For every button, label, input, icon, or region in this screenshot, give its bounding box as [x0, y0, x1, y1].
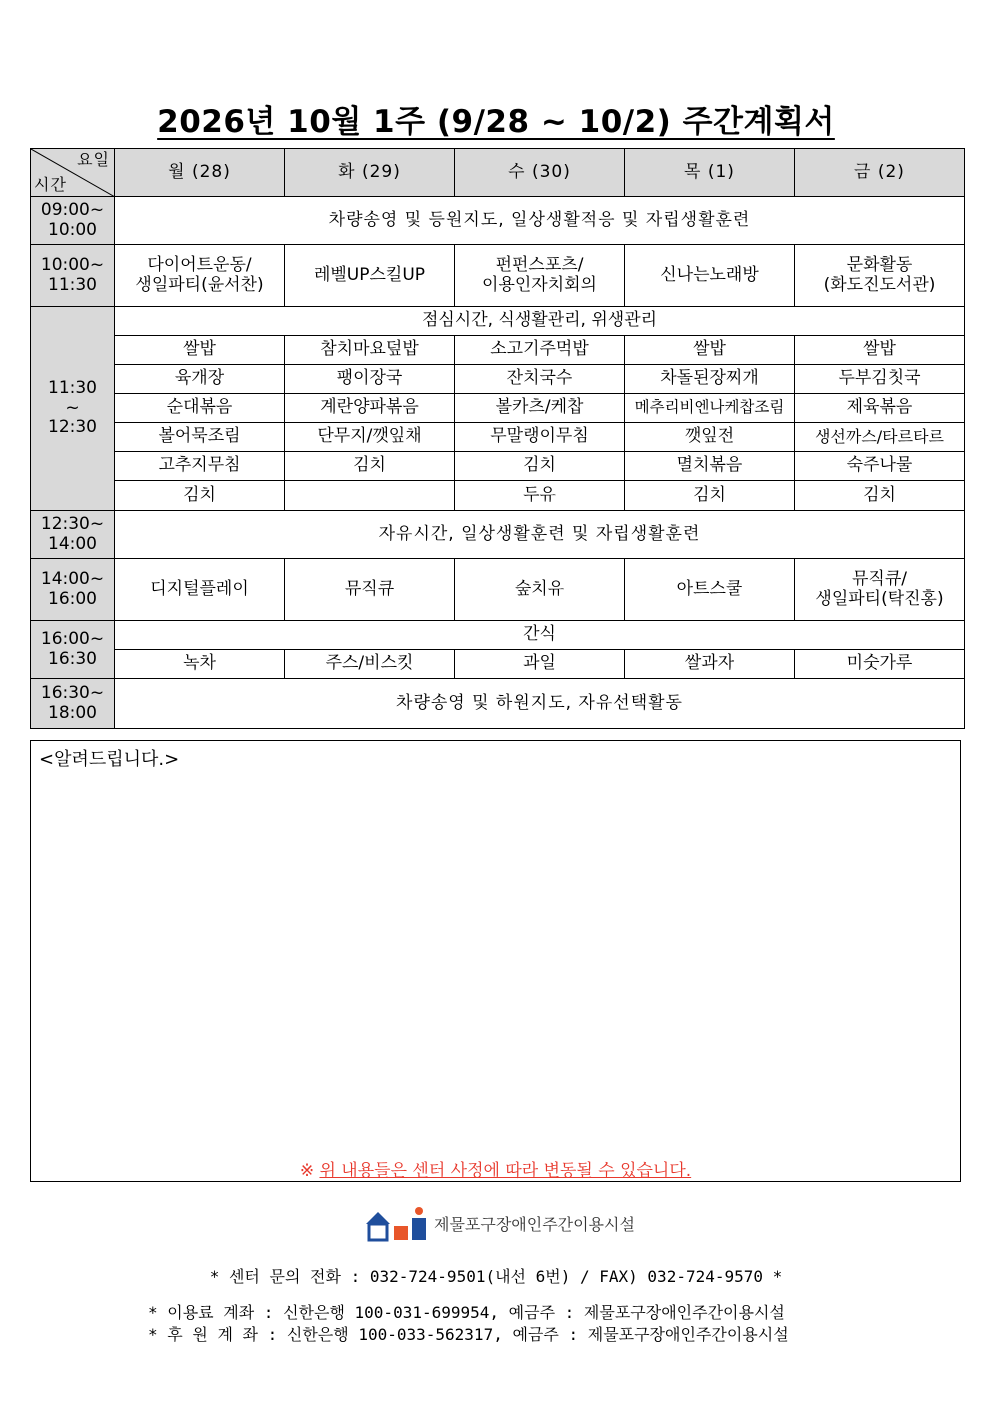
menu-item	[285, 481, 455, 511]
reference-mark: ※	[299, 1161, 315, 1181]
activity-cell: 레벨UP스킬UP	[285, 245, 455, 307]
menu-row	[31, 452, 965, 481]
corner-cell	[31, 149, 115, 197]
menu-item: 쌀밥	[625, 336, 795, 365]
activity-cell: 디지털플레이	[115, 559, 285, 621]
menu-item: 볼카츠/케찹	[455, 394, 625, 423]
menu-item: 김치	[625, 481, 795, 511]
menu-row	[31, 423, 965, 452]
schedule-row	[31, 511, 965, 559]
menu-item: 김치	[795, 481, 965, 511]
day-label: 요일	[77, 150, 110, 169]
disclaimer	[31, 1156, 960, 1181]
contact-info: * 센터 문의 전화 : 032-724-9501(내선 6번) / FAX) 032-724-9570 *	[209, 1267, 783, 1286]
donation-account: * 후 원 계 좌 : 신한은행 100-033-562317, 예금주 : 제물포구장애인주간이용시설	[148, 1325, 789, 1344]
schedule-row	[31, 559, 965, 621]
snack-item: 미숫가루	[795, 650, 965, 679]
fee-account: * 이용료 계좌 : 신한은행 100-031-699954, 예금주 : 제물포구장애인주간이용시설	[148, 1303, 785, 1322]
menu-item: 참치마요덮밥	[285, 336, 455, 365]
time-cell: 12:30~ 14:00	[31, 511, 115, 559]
menu-item: 메추리비엔나케찹조림	[625, 394, 795, 423]
org-name: 제물포구장애인주간이용시설	[434, 1215, 635, 1234]
page-title: 2026년 10월 1주 (9/28 ~ 10/2) 주간계획서	[157, 104, 835, 140]
activity-cell: 차량송영 및 하원지도, 자유선택활동	[115, 679, 965, 729]
activity-cell: 뮤직큐/ 생일파티(탁진홍)	[795, 559, 965, 621]
menu-item: 소고기주먹밥	[455, 336, 625, 365]
menu-item: 차돌된장찌개	[625, 365, 795, 394]
time-cell: 09:00~ 10:00	[31, 197, 115, 245]
menu-item: 고추지무침	[115, 452, 285, 481]
snack-header-row	[31, 621, 965, 650]
time-cell: 10:00~ 11:30	[31, 245, 115, 307]
snack-item: 녹차	[115, 650, 285, 679]
menu-item: 무말랭이무침	[455, 423, 625, 452]
menu-item: 쌀밥	[115, 336, 285, 365]
menu-item: 김치	[285, 452, 455, 481]
day-header: 수 (30)	[455, 149, 625, 197]
menu-item: 잔치국수	[455, 365, 625, 394]
notice-title: <알려드립니다.>	[39, 749, 180, 770]
activity-cell: 아트스쿨	[625, 559, 795, 621]
snack-header: 간식	[115, 621, 965, 650]
menu-item: 육개장	[115, 365, 285, 394]
menu-row	[31, 336, 965, 365]
weekly-schedule-table	[30, 148, 965, 729]
day-header: 목 (1)	[625, 149, 795, 197]
time-label: 시간	[34, 174, 67, 194]
day-header: 금 (2)	[795, 149, 965, 197]
activity-cell: 뮤직큐	[285, 559, 455, 621]
org-logo-icon	[364, 1206, 430, 1242]
activity-cell: 문화활동 (화도진도서관)	[795, 245, 965, 307]
snack-row	[31, 650, 965, 679]
menu-item: 두유	[455, 481, 625, 511]
header-row	[31, 149, 965, 197]
time-cell: 11:30 ~ 12:30	[31, 307, 115, 511]
menu-row	[31, 365, 965, 394]
menu-item: 볼어묵조림	[115, 423, 285, 452]
menu-item: 계란양파볶음	[285, 394, 455, 423]
day-header: 월 (28)	[115, 149, 285, 197]
activity-cell: 자유시간, 일상생활훈련 및 자립생활훈련	[115, 511, 965, 559]
lunch-header-row	[31, 307, 965, 336]
time-cell: 16:30~ 18:00	[31, 679, 115, 729]
activity-cell: 다이어트운동/ 생일파티(윤서찬)	[115, 245, 285, 307]
activity-cell: 숲치유	[455, 559, 625, 621]
schedule-row	[31, 245, 965, 307]
menu-row	[31, 481, 965, 511]
notice-box	[30, 740, 961, 1182]
schedule-row	[31, 679, 965, 729]
disclaimer-text: 위 내용들은 센터 사정에 따라 변동될 수 있습니다.	[319, 1161, 692, 1181]
time-cell: 14:00~ 16:00	[31, 559, 115, 621]
menu-item: 김치	[115, 481, 285, 511]
time-cell: 16:00~ 16:30	[31, 621, 115, 679]
menu-item: 두부김칫국	[795, 365, 965, 394]
menu-item: 제육볶음	[795, 394, 965, 423]
schedule-row	[31, 197, 965, 245]
day-header: 화 (29)	[285, 149, 455, 197]
lunch-header: 점심시간, 식생활관리, 위생관리	[115, 307, 965, 336]
menu-row	[31, 394, 965, 423]
menu-item: 생선까스/타르타르	[795, 423, 965, 452]
menu-item: 멸치볶음	[625, 452, 795, 481]
snack-item: 주스/비스킷	[285, 650, 455, 679]
menu-item: 깻잎전	[625, 423, 795, 452]
menu-item: 쌀밥	[795, 336, 965, 365]
snack-item: 쌀과자	[625, 650, 795, 679]
menu-item: 단무지/깻잎채	[285, 423, 455, 452]
activity-cell: 신나는노래방	[625, 245, 795, 307]
menu-item: 팽이장국	[285, 365, 455, 394]
menu-item: 김치	[455, 452, 625, 481]
menu-item: 순대볶음	[115, 394, 285, 423]
activity-cell: 펀펀스포츠/ 이용인자치회의	[455, 245, 625, 307]
snack-item: 과일	[455, 650, 625, 679]
menu-item: 숙주나물	[795, 452, 965, 481]
activity-cell: 차량송영 및 등원지도, 일상생활적응 및 자립생활훈련	[115, 197, 965, 245]
